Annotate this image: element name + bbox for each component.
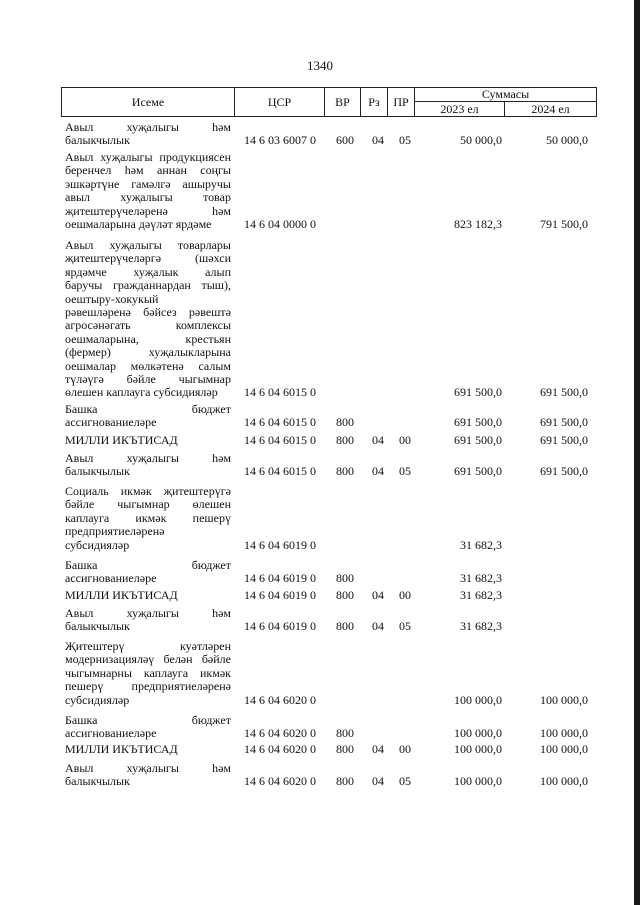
row-sum-2023: 691 500,0 [454,415,502,430]
row-name-line: Башка бюджет [65,713,231,727]
row-name-line: оешмаларына дәүләт ярдәме [65,217,212,232]
row-vr: 600 [336,133,354,148]
row-sum-2024: 50 000,0 [546,133,588,148]
row-sum-2023: 31 682,3 [460,588,502,602]
row-name-line: өлешен каплауга субсидияләр [65,385,218,400]
row-name-line: Авыл хуҗалыгы товарлары [65,238,231,252]
row-name [65,403,231,430]
row-name-line: беренчел һәм аннан соңгы [65,163,231,178]
row-name [65,151,231,231]
row-csr: 14 6 03 6007 0 [244,133,316,148]
row-name-line: каплауга икмәк пешерү [65,510,231,525]
row-vr: 800 [336,774,354,789]
row-csr: 14 6 04 6020 0 [244,742,316,756]
row-csr: 14 6 04 6015 0 [244,415,316,430]
row-pr: 05 [399,464,411,479]
row-name-line: МИЛЛИ ИКЪТИСАД [65,433,178,447]
row-sum-2023: 31 682,3 [460,571,502,586]
row-sum-2023: 691 500,0 [454,433,502,447]
row-csr: 14 6 04 6020 0 [244,774,316,789]
row-sum-2024: 100 000,0 [540,692,588,707]
row-sum-2023: 31 682,3 [460,619,502,634]
row-name-line: чыгымнарны каплауга икмәк [65,665,231,680]
row-csr: 14 6 04 6019 0 [244,571,316,586]
row-name-line: балыкчылык [65,619,130,634]
row-sum-2023: 100 000,0 [454,774,502,789]
row-name-line: Авыл хуҗалыгы продукциясен [65,150,231,164]
header-sums: Суммасы [415,88,596,102]
row-csr: 14 6 04 6015 0 [244,385,316,400]
header-year-2023: 2023 ел [415,102,505,116]
row-sum-2024: 691 500,0 [540,464,588,479]
row-vr: 800 [336,433,354,447]
row-rz: 04 [372,588,384,602]
header-pr: ПР [388,88,415,116]
row-name-line: МИЛЛИ ИКЪТИСАД [65,742,178,756]
row-sum-2023: 31 682,3 [460,537,502,552]
row-name-line: түләүгә бәйле чыгымнар [65,372,231,387]
row-vr: 800 [336,742,354,756]
row-name-line: предприятиеләренә [65,524,165,539]
row-name-line: җитештерүчеләргә (шәхси [65,251,231,266]
row-name-line: Башка бюджет [65,402,231,416]
row-sum-2023: 691 500,0 [454,464,502,479]
row-pr: 00 [399,433,411,447]
row-name [65,589,231,602]
row-name-line: Авыл хуҗалыгы һәм [65,606,231,620]
row-rz: 04 [372,133,384,148]
row-name [65,434,231,447]
row-name [65,239,231,400]
row-name [65,640,231,707]
row-name-line: Авыл хуҗалыгы һәм [65,451,231,465]
row-name-line: балыкчылык [65,464,130,479]
row-csr: 14 6 04 6019 0 [244,619,316,634]
row-name-line: ассигнованиеләре [65,571,157,586]
row-name [65,762,231,789]
row-name [65,485,231,552]
row-csr: 14 6 04 6015 0 [244,433,316,447]
table-header [61,87,597,117]
row-name-line: балыкчылык [65,774,130,789]
row-vr: 800 [336,415,354,430]
row-csr: 14 6 04 6015 0 [244,464,316,479]
row-pr: 00 [399,742,411,756]
row-sum-2024: 791 500,0 [540,217,588,231]
page-number: 1340 [307,58,333,73]
row-name-line: бәйле чыгымнар өлешен [65,497,231,512]
row-name-line: ярдәмче хуҗалык алып [65,264,231,279]
page-edge-shadow [634,0,640,905]
row-name-line: баручы гражданнардан тыш), [65,278,231,293]
row-name-line: ассигнованиеләре [65,726,157,741]
row-sum-2024: 100 000,0 [540,774,588,789]
row-name-line: рәвешләренә бәйсез рәвештә [65,305,231,320]
row-csr: 14 6 04 0000 0 [244,217,316,231]
row-name-line: (фермер) хуҗалыкларына [65,345,231,360]
row-vr: 800 [336,726,354,741]
row-name-line: Авыл хуҗалыгы һәм [65,761,231,775]
row-name-line: пешерү предприятиеләренә [65,679,231,694]
row-sum-2023: 100 000,0 [454,742,502,756]
row-csr: 14 6 04 6019 0 [244,588,316,602]
row-sum-2023: 50 000,0 [460,133,502,148]
row-name-line: Башка бюджет [65,558,231,572]
row-name-line: субсидияләр [65,692,130,707]
row-vr: 800 [336,619,354,634]
row-vr: 800 [336,588,354,602]
row-rz: 04 [372,464,384,479]
header-csr: ЦСР [235,88,325,116]
row-name-line: Авыл хуҗалыгы һәм [65,120,231,134]
row-name [65,559,231,586]
row-sum-2023: 100 000,0 [454,726,502,741]
row-name [65,452,231,479]
row-vr: 800 [336,571,354,586]
row-rz: 04 [372,742,384,756]
row-name [65,121,231,148]
row-name-line: балыкчылык [65,133,130,148]
row-sum-2024: 100 000,0 [540,726,588,741]
row-name-line: субсидияләр [65,537,130,552]
header-rz: Рз [361,88,388,116]
row-sum-2024: 100 000,0 [540,742,588,756]
row-name-line: Социаль икмәк җитештерүгә [65,484,231,498]
row-pr: 05 [399,619,411,634]
row-sum-2023: 100 000,0 [454,692,502,707]
row-sum-2024: 691 500,0 [540,415,588,430]
row-name-line: оешмаларына, крестьян [65,331,231,346]
row-name [65,743,231,756]
row-csr: 14 6 04 6019 0 [244,537,316,552]
row-name-line: МИЛЛИ ИКЪТИСАД [65,588,178,602]
row-vr: 800 [336,464,354,479]
row-name-line: оешмалар мөлкәтенә салым [65,358,231,373]
row-name-line: җитештерүчеләренә һәм [65,203,231,218]
row-name-line: ассигнованиеләре [65,415,157,430]
row-rz: 04 [372,619,384,634]
row-name-line: авыл хуҗалыгы товар [65,190,231,205]
row-name [65,714,231,741]
header-name: Исеме [62,88,235,116]
row-rz: 04 [372,433,384,447]
row-name [65,607,231,634]
row-pr: 00 [399,588,411,602]
row-name-line: агросәнәгать комплексы [65,318,231,333]
row-name-line: модернизацияләү белән бәйле [65,652,231,667]
row-pr: 05 [399,133,411,148]
row-sum-2024: 691 500,0 [540,433,588,447]
row-sum-2023: 823 182,3 [454,217,502,231]
row-csr: 14 6 04 6020 0 [244,692,316,707]
row-name-line: оештыру-хокукый [65,291,159,306]
row-sum-2023: 691 500,0 [454,385,502,400]
row-name-line: Җитештерү куәтләрен [65,639,231,653]
row-csr: 14 6 04 6020 0 [244,726,316,741]
row-pr: 05 [399,774,411,789]
row-name-line: эшкәртүне гамәлгә ашыручы [65,176,231,191]
header-year-2024: 2024 ел [531,101,570,116]
row-sum-2024: 691 500,0 [540,385,588,400]
header-vr: ВР [325,88,361,116]
row-rz: 04 [372,774,384,789]
